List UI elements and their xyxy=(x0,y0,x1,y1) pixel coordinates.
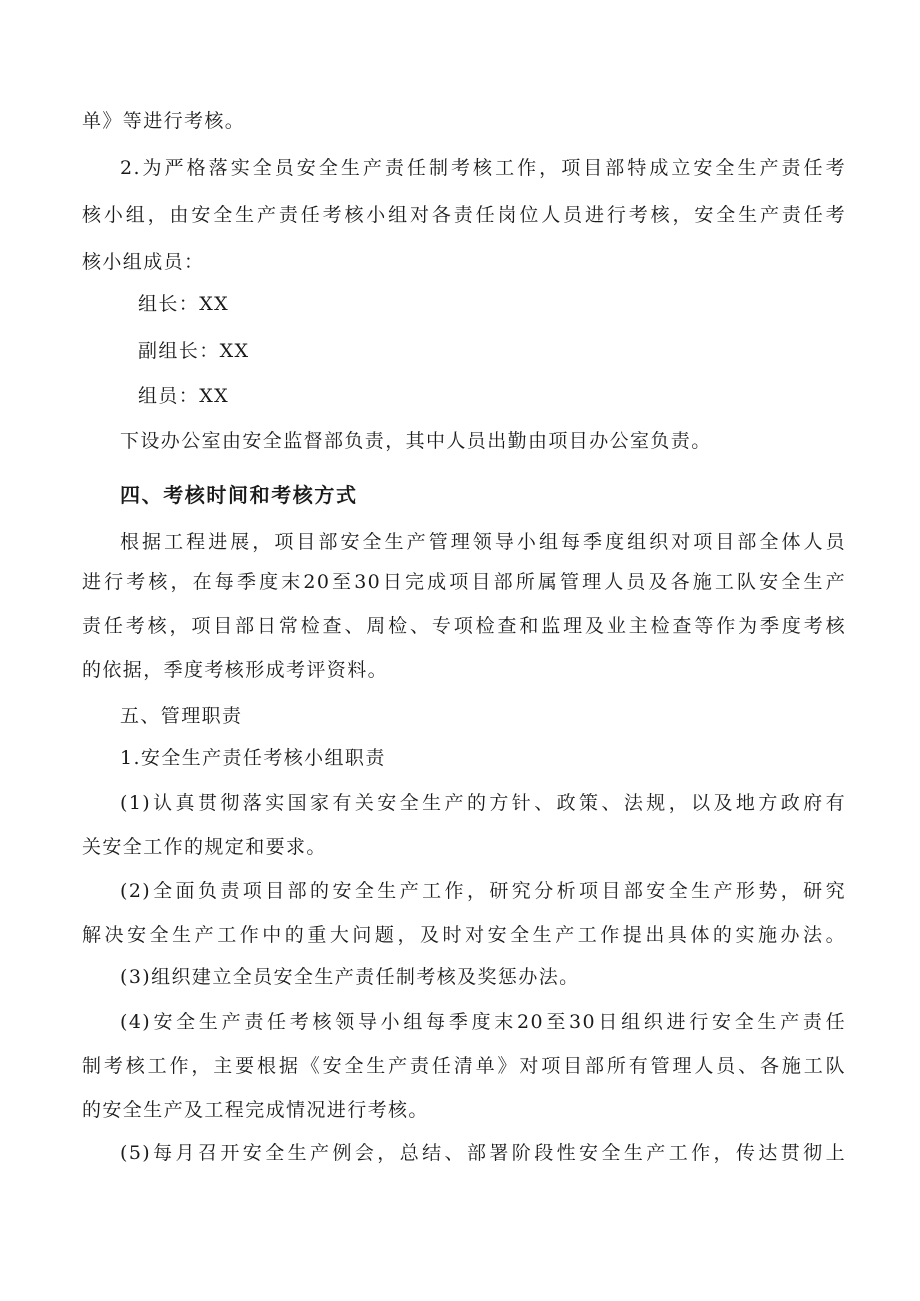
paragraph-line: 进行考核，在每季度末20至30日完成项目部所属管理人员及各施工队安全生产 xyxy=(82,571,846,593)
paragraph-line: 核小组，由安全生产责任考核小组对各责任岗位人员进行考核，安全生产责任考 xyxy=(82,204,846,226)
paragraph-line: 下设办公室由安全监督部负责，其中人员出勤由项目办公室负责。 xyxy=(120,430,712,452)
paragraph-line: (3)组织建立全员安全生产责任制考核及奖惩办法。 xyxy=(120,966,580,988)
section-heading: 四、考核时间和考核方式 xyxy=(120,483,358,507)
committee-members: 组员：XX xyxy=(138,385,230,407)
paragraph-line: 关安全工作的规定和要求。 xyxy=(82,836,327,858)
section-heading: 五、管理职责 xyxy=(120,705,243,727)
subsection-heading: 1.安全生产责任考核小组职责 xyxy=(120,747,386,769)
paragraph-line: 根据工程进展，项目部安全生产管理领导小组每季度组织对项目部全体人员 xyxy=(120,531,846,553)
paragraph-line: (5)每月召开安全生产例会，总结、部署阶段性安全生产工作，传达贯彻上 xyxy=(120,1142,846,1164)
paragraph-line: 的依据，季度考核形成考评资料。 xyxy=(82,659,389,681)
paragraph-line: (4)安全生产责任考核领导小组每季度末20至30日组织进行安全生产责任 xyxy=(120,1011,846,1033)
paragraph-line: 制考核工作，主要根据《安全生产责任清单》对项目部所有管理人员、各施工队 xyxy=(82,1055,846,1077)
paragraph-line: (1)认真贯彻落实国家有关安全生产的方针、政策、法规，以及地方政府有 xyxy=(120,792,846,814)
committee-leader: 组长：XX xyxy=(138,293,230,315)
paragraph-line: 责任考核，项目部日常检查、周检、专项检查和监理及业主检查等作为季度考核 xyxy=(82,615,846,637)
paragraph-line: 解决安全生产工作中的重大问题，及时对安全生产工作提出具体的实施办法。 xyxy=(82,924,846,946)
committee-deputy-leader: 副组长：XX xyxy=(138,340,250,362)
paragraph-line: (2)全面负责项目部的安全生产工作，研究分析项目部安全生产形势，研究 xyxy=(120,880,846,902)
paragraph-line: 单》等进行考核。 xyxy=(82,110,246,132)
paragraph-line: 2.为严格落实全员安全生产责任制考核工作，项目部特成立安全生产责任考 xyxy=(120,157,846,179)
paragraph-line: 核小组成员： xyxy=(82,251,205,273)
paragraph-line: 的安全生产及工程完成情况进行考核。 xyxy=(82,1099,429,1121)
